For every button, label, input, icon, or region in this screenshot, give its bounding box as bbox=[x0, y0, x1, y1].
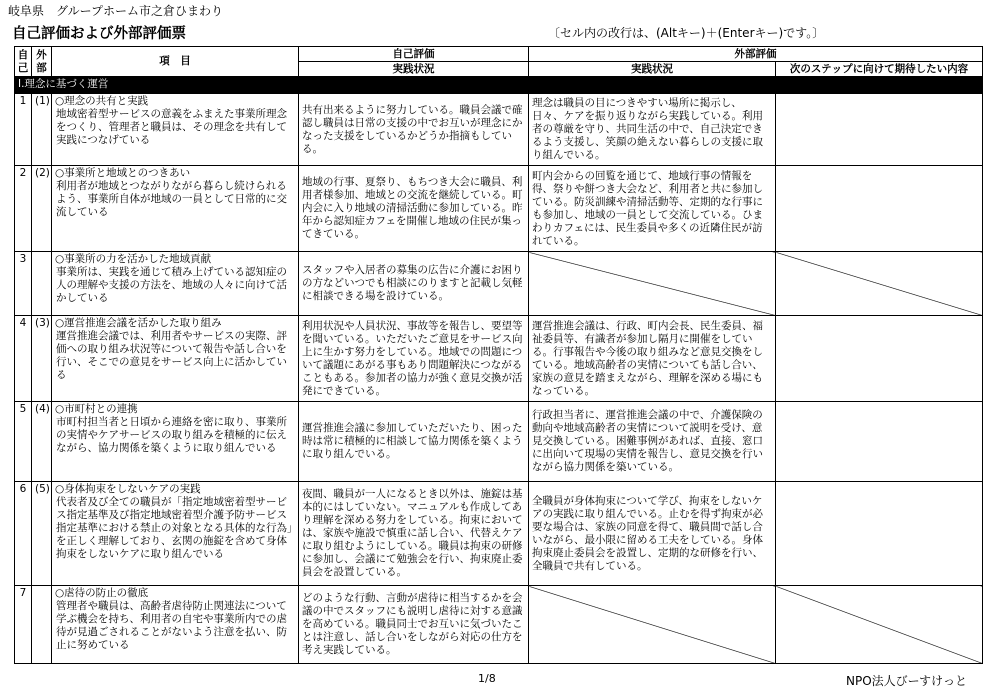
self-practice-cell[interactable]: 利用状況や人員状況、事故等を報告し、要望等を聞いている。いただいたご意見をサービス向上に生かす努力をしている。地域での問題について議題にあがる事もあり問題解決につながることもある。参加者の協力が強く意見交換が活発にできている。 bbox=[299, 316, 529, 402]
ext-practice-cell[interactable] bbox=[529, 252, 776, 316]
item-description: 市町村担当者と日頃から連絡を密に取り、事業所の実情やケアサービスの取り組みを積極的に伝えながら、協力関係を築くように取り組んでいる bbox=[56, 416, 287, 454]
table-row bbox=[15, 316, 983, 402]
item-cell[interactable] bbox=[52, 252, 299, 316]
self-practice-cell[interactable]: 地域の行事、夏祭り、もちつき大会に職員、利用者様参加、地域との交流を継続している。町内会に入り地域の清掃活動に参加している。昨年から認知症カフェを開催し地域の住民が集ってきている。 bbox=[299, 166, 529, 252]
footer-organization: NPO法人びーすけっと bbox=[846, 674, 968, 688]
item-title: ○虐待の防止の徹底 bbox=[55, 587, 149, 599]
next-step-cell[interactable] bbox=[776, 402, 983, 482]
next-step-cell[interactable] bbox=[776, 586, 983, 664]
line-break-note: 〔セル内の改行は、(Altキー)＋(Enterキー)です。〕 bbox=[548, 26, 825, 40]
item-description: 代表者及び全ての職員が「指定地域密着型サービス指定基準及び指定地域密着型介護予防サービス指定基準における禁止の対象となる具体的な行為」を正しく理解しており、玄関の施錠を含めて身体拘束をしないケアに取り組んでいる bbox=[56, 496, 293, 560]
ext-practice-cell[interactable]: 行政担当者に、運営推進会議の中で、介護保険の動向や地域高齢者の実情について説明を受け、意見交換している。困難事例があれば、直接、窓口に出向いて現場の実情を報告し、意見交換を行いながら協力関係を築いている。 bbox=[529, 402, 776, 482]
self-number[interactable]: 2 bbox=[15, 166, 32, 252]
next-step-cell[interactable] bbox=[776, 252, 983, 316]
table-row bbox=[15, 166, 983, 252]
item-description: 運営推進会議では、利用者やサービスの実際、評価への取り組み状況等について報告や話し合いを行い、そこでの意見をサービス向上に活かしている bbox=[56, 330, 287, 381]
self-number[interactable]: 7 bbox=[15, 586, 32, 664]
self-number[interactable]: 6 bbox=[15, 482, 32, 586]
col-ext-eval: 外部評価 bbox=[529, 47, 983, 62]
next-step-cell[interactable] bbox=[776, 166, 983, 252]
self-practice-cell[interactable]: 夜間、職員が一人になるとき以外は、施錠は基本的にはしていない。マニュアルも作成してあり理解を深める努力をしている。拘束においては、家族や施設で慎重に話し合い、代替えケアに取り組むようにしている。職員は拘束の研修に参加し、会議にて勉強会を行い、拘束廃止委員会を設置している。 bbox=[299, 482, 529, 586]
header-row-1 bbox=[15, 47, 983, 62]
item-cell[interactable] bbox=[52, 482, 299, 586]
self-number[interactable]: 3 bbox=[15, 252, 32, 316]
self-practice-cell[interactable]: 運営推進会議に参加していただいたり、困った時は常に積極的に相談して協力関係を築くように取り組んでいる。 bbox=[299, 402, 529, 482]
col-ext-practice: 実践状況 bbox=[529, 62, 776, 77]
self-practice-cell[interactable]: どのような行動、言動が虐待に相当するかを会議の中でスタッフにも説明し虐待に対する意識を高めている。職員同士でお互いに気づいたことは注意し、話し合いをしながら対応の仕方を考え実践している。 bbox=[299, 586, 529, 664]
item-cell[interactable] bbox=[52, 316, 299, 402]
self-number[interactable]: 4 bbox=[15, 316, 32, 402]
ext-number[interactable]: (2) bbox=[32, 166, 52, 252]
ext-practice-cell[interactable]: 理念は職員の目につきやすい場所に掲示し、日々、ケアを振り返りながら実践している。利用者の尊厳を守り、共同生活の中で、自己決定できるよう支援し、笑顔の絶えない暮らしの支援に取り組んでいる。 bbox=[529, 94, 776, 166]
ext-number[interactable]: (3) bbox=[32, 316, 52, 402]
item-title: ○運営推進会議を活かした取り組み bbox=[55, 317, 222, 329]
item-title: ○事業所の力を活かした地域貢献 bbox=[55, 253, 212, 265]
self-number[interactable]: 5 bbox=[15, 402, 32, 482]
ext-number[interactable]: (1) bbox=[32, 94, 52, 166]
page-title: 自己評価および外部評価票 bbox=[12, 26, 186, 42]
item-title: ○身体拘束をしないケアの実践 bbox=[55, 483, 201, 495]
section-title: Ⅰ.理念に基づく運営 bbox=[15, 77, 983, 94]
col-next-step: 次のステップに向けて期待したい内容 bbox=[776, 62, 983, 77]
item-title: ○事業所と地域とのつきあい bbox=[55, 167, 191, 179]
item-title: ○理念の共有と実践 bbox=[55, 95, 149, 107]
item-cell[interactable] bbox=[52, 166, 299, 252]
ext-practice-cell[interactable]: 全職員が身体拘束について学び、拘束をしないケアの実践に取り組んでいる。止むを得ず拘束が必要な場合は、家族の同意を得て、職員間で話し合いながら、最小限に留める工夫をしている。身体拘束廃止委員会を設置し、定期的な研修を行い、全職員で共有している。 bbox=[529, 482, 776, 586]
organization-name: 岐阜県 グループホーム市之倉ひまわり bbox=[8, 4, 224, 18]
self-practice-cell[interactable]: 共有出来るように努力している。職員会議で確認し職員は日常の支援の中でお互いが理念にかなった支援をしているかどうか指摘もしている。 bbox=[299, 94, 529, 166]
next-step-cell[interactable] bbox=[776, 316, 983, 402]
item-description: 利用者が地域とつながりながら暮らし続けられるよう、事業所自体が地域の一員として日常的に交流している bbox=[56, 180, 287, 218]
page-number: 1/8 bbox=[478, 672, 496, 685]
col-self-no: 自己 bbox=[15, 47, 32, 77]
table-row bbox=[15, 252, 983, 316]
ext-practice-cell[interactable]: 町内会からの回覧を通じて、地域行事の情報を得、祭りや餅つき大会など、利用者と共に参加している。防災訓練や清掃活動等、定期的な行事にも参加し、地域の一員として交流している。ひまわりカフェには、民生委員や多くの近隣住民が訪れている。 bbox=[529, 166, 776, 252]
col-item: 項 目 bbox=[52, 47, 299, 77]
ext-practice-cell[interactable]: 運営推進会議は、行政、町内会長、民生委員、福祉委員等、有識者が参加し隔月に開催をしている。行事報告や今後の取り組みなど意見交換をしている。地域高齢者の実情についても話し合い、家族の意見を踏まえながら、理解を深める場にもなっている。 bbox=[529, 316, 776, 402]
item-title: ○市町村との連携 bbox=[55, 403, 138, 415]
table-row bbox=[15, 94, 983, 166]
next-step-cell[interactable] bbox=[776, 482, 983, 586]
self-practice-cell[interactable]: スタッフや入居者の募集の広告に介護にお困りの方などいつでも相談にのりますと記載し気軽に相談できる場を設けている。 bbox=[299, 252, 529, 316]
ext-number[interactable] bbox=[32, 586, 52, 664]
ext-number[interactable] bbox=[32, 252, 52, 316]
ext-practice-cell[interactable] bbox=[529, 586, 776, 664]
table-row bbox=[15, 482, 983, 586]
item-cell[interactable] bbox=[52, 402, 299, 482]
item-description: 事業所は、実践を通じて積み上げている認知症の人の理解や支援の方法を、地域の人々に向けて活かしている bbox=[56, 266, 287, 304]
col-self-practice: 実践状況 bbox=[299, 62, 529, 77]
ext-number[interactable]: (5) bbox=[32, 482, 52, 586]
table-row bbox=[15, 586, 983, 664]
col-ext-no: 外部 bbox=[32, 47, 52, 77]
table-row bbox=[15, 402, 983, 482]
item-description: 管理者や職員は、高齢者虐待防止関連法について学ぶ機会を持ち、利用者の自宅や事業所内での虐待が見過ごされることがないよう注意を払い、防止に努めている bbox=[56, 600, 287, 651]
self-number[interactable]: 1 bbox=[15, 94, 32, 166]
evaluation-table bbox=[14, 46, 983, 664]
col-self-eval: 自己評価 bbox=[299, 47, 529, 62]
item-cell[interactable] bbox=[52, 586, 299, 664]
next-step-cell[interactable] bbox=[776, 94, 983, 166]
item-cell[interactable] bbox=[52, 94, 299, 166]
ext-number[interactable]: (4) bbox=[32, 402, 52, 482]
item-description: 地域密着型サービスの意義をふまえた事業所理念をつくり、管理者と職員は、その理念を共有して実践につなげている bbox=[56, 108, 287, 146]
section-row bbox=[15, 77, 983, 94]
